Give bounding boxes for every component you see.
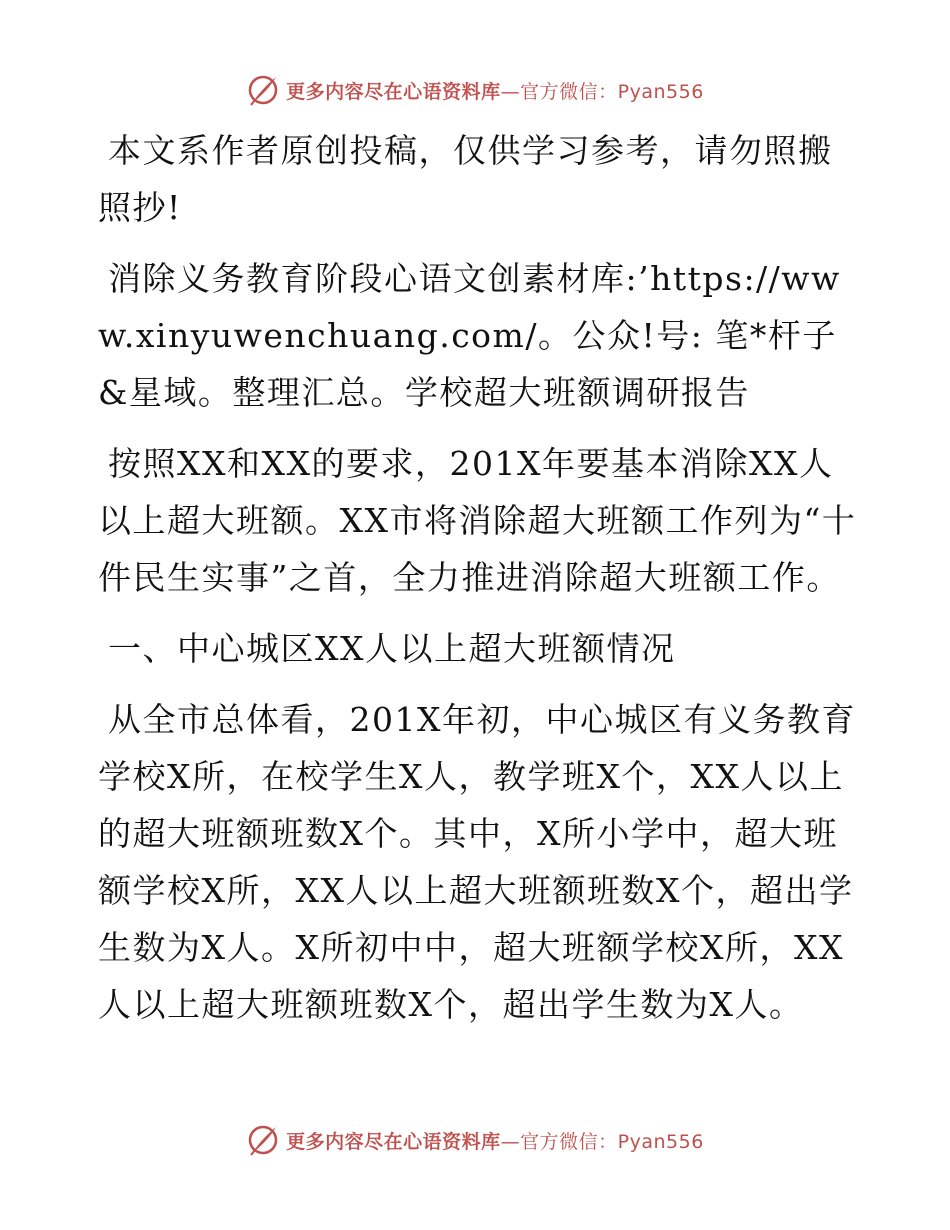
banner-title: 更多内容尽在心语资料库 xyxy=(286,80,501,103)
feather-pen-circle-icon xyxy=(246,73,280,107)
paragraph-source: 消除义务教育阶段心语文创素材库:’https://www.xinyuwenchuang.com/。公众!号: 笔*杆子&星域。整理汇总。学校超大班额调研报告 xyxy=(98,259,841,412)
banner-wechat: 官方微信：Pyan556 xyxy=(520,1130,704,1153)
document-body xyxy=(98,122,858,1047)
paragraph-notice: 本文系作者原创投稿，仅供学习参考，请勿照搬照抄! xyxy=(98,131,833,227)
banner-text xyxy=(286,1127,704,1154)
banner-text xyxy=(286,77,704,104)
banner-title: 更多内容尽在心语资料库 xyxy=(286,1130,501,1153)
banner-wechat: 官方微信：Pyan556 xyxy=(520,80,704,103)
feather-pen-circle-icon xyxy=(246,1123,280,1157)
banner-separator: — xyxy=(500,1130,521,1153)
footer-banner xyxy=(0,1120,950,1160)
header-banner xyxy=(0,70,950,110)
banner-separator: — xyxy=(500,80,521,103)
paragraph-intro: 按照XX和XX的要求，201X年要基本消除XX人以上超大班额。XX市将消除超大班额工作列为“十件民生实事”之首，全力推进消除超大班额工作。 xyxy=(98,444,857,597)
section-heading: 一、中心城区XX人以上超大班额情况 xyxy=(108,629,676,668)
paragraph-overview: 从全市总体看，201X年初，中心城区有义务教育学校X所，在校学生X人，教学班X个，XX人以上的超大班额班数X个。其中，X所小学中，超大班额学校X所，XX人以上超大班额班数X个，超出学生数为X人。X所初中中，超大班额学校X所，XX人以上超大班额班数X个，超出学生数为X人。 xyxy=(98,700,856,1024)
